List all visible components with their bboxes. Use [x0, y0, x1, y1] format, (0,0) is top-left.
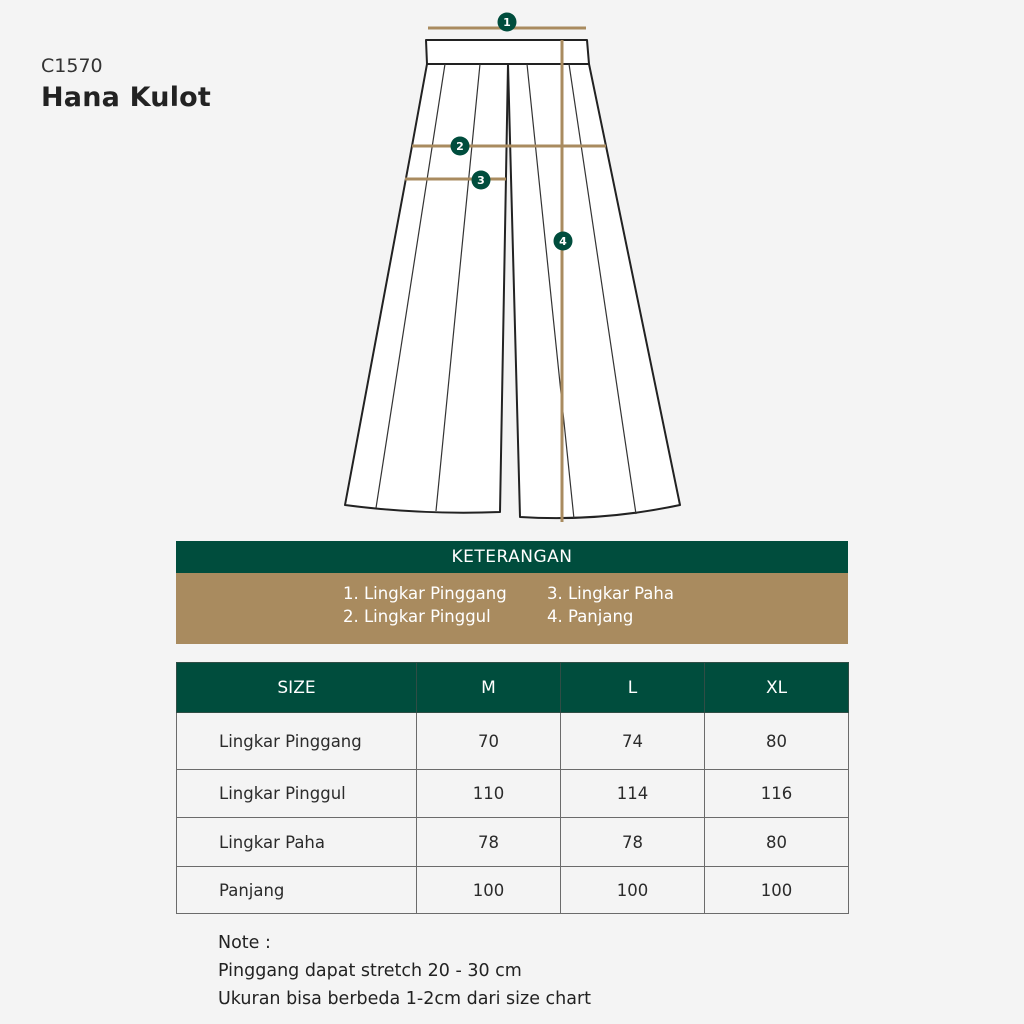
waistband	[426, 40, 589, 64]
note-line: Ukuran bisa berbeda 1-2cm dari size chart	[218, 989, 592, 1009]
legend-header	[176, 541, 848, 573]
cell-xl: 116	[705, 770, 849, 818]
cell-m: 78	[417, 818, 561, 867]
svg-text:2: 2	[456, 140, 464, 153]
product-code: C1570	[41, 55, 103, 77]
cell-l: 100	[561, 867, 705, 914]
header-size: SIZE	[177, 663, 417, 713]
product-title: Hana Kulot	[41, 82, 212, 113]
legend-item-thigh: 3. Lingkar Paha	[547, 584, 674, 603]
table-row	[177, 818, 849, 867]
legend-item-waist: 1. Lingkar Pinggang	[343, 584, 507, 603]
table-row	[177, 867, 849, 914]
measure-marker-2	[451, 137, 470, 156]
header-xl: XL	[705, 663, 849, 713]
cell-m: 70	[417, 713, 561, 770]
cell-l: 74	[561, 713, 705, 770]
table-header-row	[177, 663, 849, 713]
measure-marker-3	[472, 171, 491, 190]
cell-m: 110	[417, 770, 561, 818]
table-row	[177, 713, 849, 770]
pants-outline	[345, 40, 680, 518]
legend-item-length: 4. Panjang	[547, 607, 634, 626]
table-row	[177, 770, 849, 818]
cell-xl: 80	[705, 713, 849, 770]
header-l: L	[561, 663, 705, 713]
cell-xl: 80	[705, 818, 849, 867]
legend-item-hip: 2. Lingkar Pinggul	[343, 607, 491, 626]
cell-m: 100	[417, 867, 561, 914]
note-line: Pinggang dapat stretch 20 - 30 cm	[218, 961, 522, 981]
svg-text:4: 4	[559, 235, 567, 248]
cell-l: 114	[561, 770, 705, 818]
legend-title: KETERANGAN	[451, 547, 573, 567]
svg-text:1: 1	[503, 16, 511, 29]
size-chart-table	[176, 662, 849, 914]
row-label: Lingkar Paha	[177, 818, 417, 867]
svg-text:3: 3	[477, 174, 485, 187]
measure-marker-4	[554, 232, 573, 251]
cell-l: 78	[561, 818, 705, 867]
cell-xl: 100	[705, 867, 849, 914]
header-m: M	[417, 663, 561, 713]
row-label: Lingkar Pinggang	[177, 713, 417, 770]
left-leg	[345, 64, 508, 513]
note-title: Note :	[218, 933, 271, 953]
measure-marker-1	[498, 13, 517, 32]
note-section	[218, 929, 591, 1013]
legend-body	[176, 573, 848, 644]
row-label: Lingkar Pinggul	[177, 770, 417, 818]
row-label: Panjang	[177, 867, 417, 914]
